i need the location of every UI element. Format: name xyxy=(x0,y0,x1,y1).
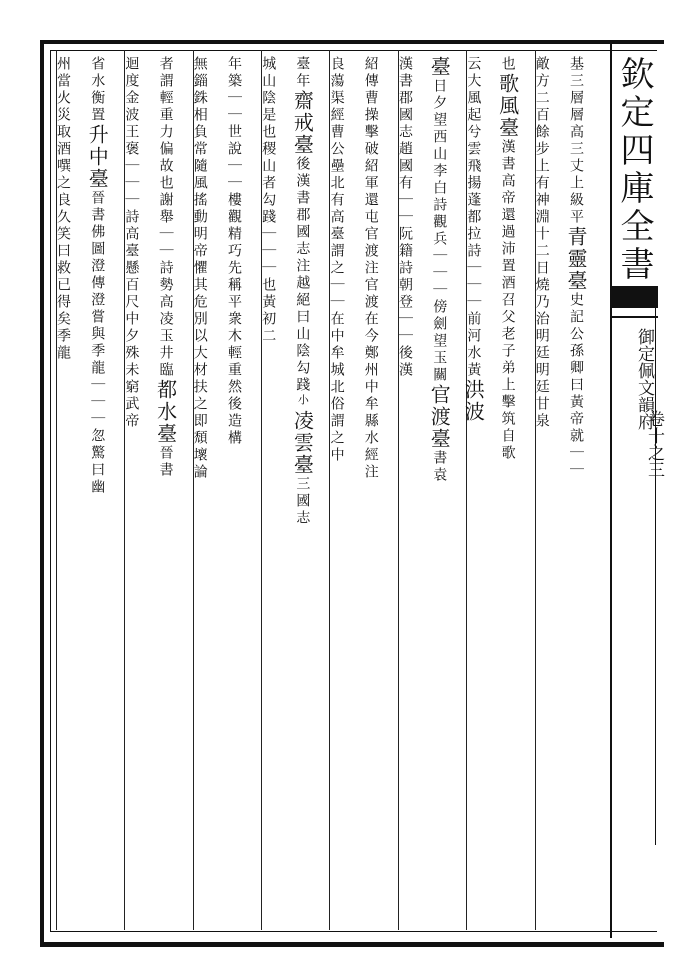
book-title: 欽定四庫全書 xyxy=(614,56,654,284)
text-column xyxy=(563,56,604,926)
text-column xyxy=(262,56,296,926)
entry-text: 云大風起兮雲飛揚蓬都拉詩｜｜｜前河水 xyxy=(465,56,482,362)
entry-heading: 洪波 xyxy=(461,379,486,423)
fold-rule xyxy=(655,305,656,845)
entry-text: 十二日燒乃治明廷明廷甘泉 xyxy=(533,226,550,430)
text-column xyxy=(533,56,570,926)
entry-text: 年 xyxy=(294,73,311,90)
entry-text: 黃初二 xyxy=(260,294,277,345)
entry-text: 省水衡置 xyxy=(89,56,106,124)
entry-text: 漢書郡國志趙國有｜｜阮籍詩朝登｜｜ xyxy=(396,56,413,345)
entry-text: 州當火災取酒噀之良久笑曰救已得矣季龍 xyxy=(54,56,71,362)
text-column xyxy=(191,56,228,926)
text-column xyxy=(225,56,262,926)
entry-text: 黃 xyxy=(465,362,482,379)
volume-number: 卷十之三 xyxy=(644,410,664,478)
text-column xyxy=(396,56,433,926)
entry-text: 武帝 xyxy=(123,396,140,430)
entry-text: 漢書高帝還過沛置酒召父老子弟上擊筑自歌 xyxy=(499,139,516,462)
entry-heading: 升中臺 xyxy=(85,124,110,190)
entry-text: 史記公孫卿曰黃帝就｜｜ xyxy=(567,292,584,479)
text-column xyxy=(290,56,330,926)
entry-text: 也 xyxy=(499,56,516,73)
text-column xyxy=(153,56,193,926)
fishtail-mark xyxy=(612,286,658,308)
entry-text: 臺 xyxy=(294,56,311,73)
text-column xyxy=(495,56,535,926)
entry-text: 敵方二百餘步上有神淵 xyxy=(533,56,550,226)
entry-text: 良蕩渠經曹公壘北有高臺謂之｜｜在中牟城北俗謂之中 xyxy=(328,56,345,464)
entry-text: 三國志 xyxy=(294,476,311,527)
entry-heading: 齋戒臺 xyxy=(290,90,315,156)
fishtail-line xyxy=(612,310,658,318)
text-column xyxy=(54,56,91,926)
entry-text: 後漢 xyxy=(396,345,413,379)
entry-heading: 臺 xyxy=(427,56,452,78)
entry-heading: 青靈臺 xyxy=(563,226,588,292)
entry-text: 無錙銖相負常隨風搖動明帝懼其危別以大材扶之即頹壞論 xyxy=(191,56,208,481)
entry-heading: 歌風臺 xyxy=(495,73,520,139)
text-column xyxy=(461,56,501,926)
text-column xyxy=(85,56,125,926)
entry-heading: 官渡臺 xyxy=(427,384,452,450)
entry-text: 小 xyxy=(296,394,310,410)
text-column xyxy=(362,56,399,926)
text-column xyxy=(330,56,364,926)
entry-text: 紹傳曹操擊破紹軍還屯官渡注官渡在今鄭州中牟縣水經注 xyxy=(362,56,379,481)
entry-text: 晉書佛圖澄傳澄嘗與季龍｜｜｜忽驚曰幽 xyxy=(89,190,106,496)
text-column xyxy=(125,56,159,926)
entry-heading: 都水臺 xyxy=(153,379,178,445)
entry-text: 年築｜｜世說｜｜樓觀精巧先稱平衆木輕重然後造構 xyxy=(225,56,242,447)
entry-text: 後漢書郡國志注越絕曰山陰勾踐 xyxy=(294,156,311,394)
entry-text: 日夕望西山李白詩觀兵｜｜｜傍劍望玉關 xyxy=(431,78,448,384)
entry-text: 者謂輕重力偏故也謝舉｜｜詩勢高凌玉井臨 xyxy=(157,56,174,379)
book-subtitle: 御定佩文韻府 xyxy=(634,328,654,430)
entry-text: 基三層層高三丈上級平 xyxy=(567,56,584,226)
entry-heading: 凌雲臺 xyxy=(290,410,315,476)
text-column xyxy=(427,56,467,926)
entry-text: 迴度金波王褒｜｜｜詩高臺懸百尺中夕殊未窮 xyxy=(123,56,140,396)
entry-text: 書袁 xyxy=(431,450,448,484)
entry-text: 城山陰是也稷山者勾踐｜｜｜也 xyxy=(260,56,277,294)
entry-text: 晉書 xyxy=(157,445,174,479)
